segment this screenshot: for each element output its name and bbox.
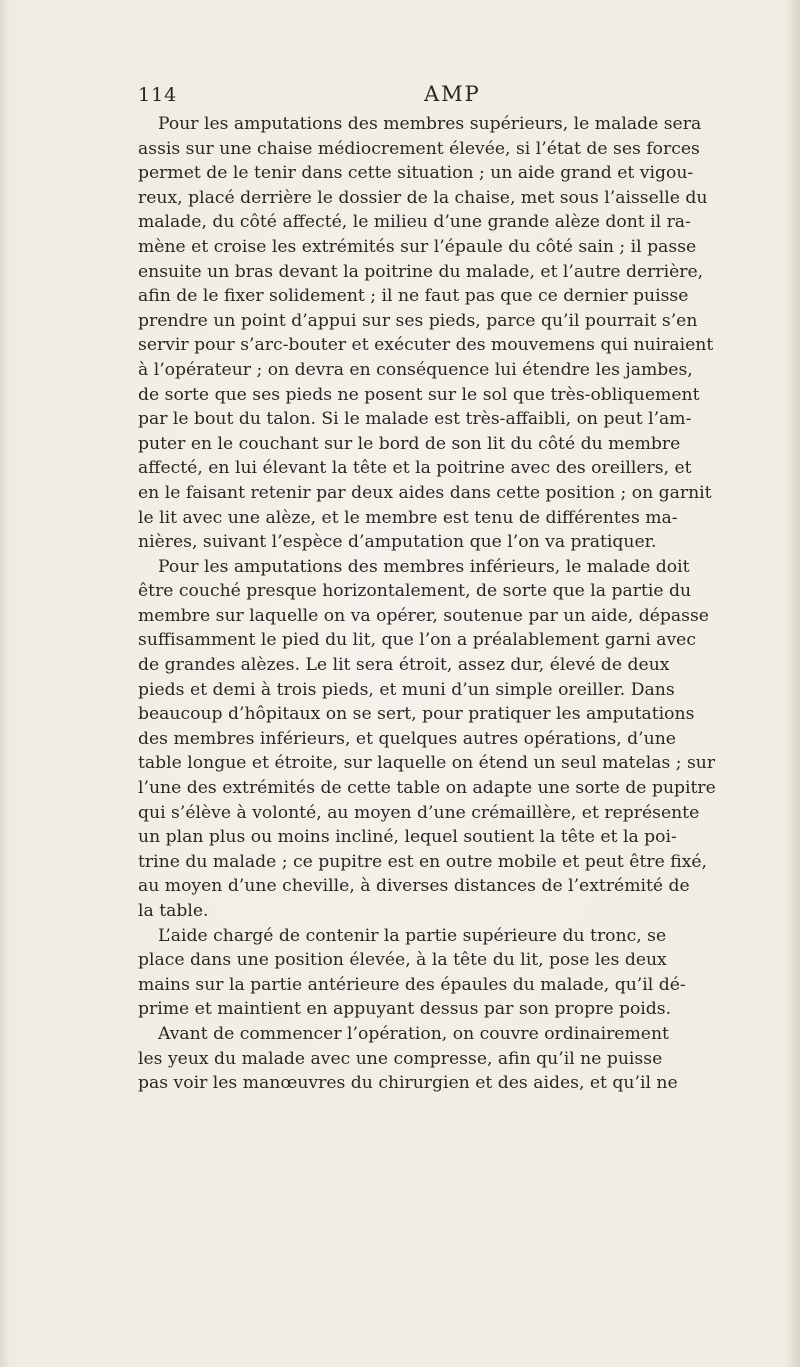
text-line: de sorte que ses pieds ne posent sur le sol que très-obliquement — [138, 384, 700, 405]
text-line: suffisamment le pied du lit, que l’on a préalablement garni avec — [138, 630, 696, 651]
text-line: Avant de commencer l’opération, on couvre ordinairement — [158, 1023, 669, 1044]
text-line: L’aide chargé de contenir la partie supérieure du tronc, se — [158, 925, 667, 946]
text-line: table longue et étroite, sur laquelle on étend un seul matelas ; sur — [138, 753, 716, 774]
text-line: mains sur la partie antérieure des épaules du malade, qu’il dé- — [138, 974, 686, 995]
text-line: à l’opérateur ; on devra en conséquence lui étendre les jambes, — [138, 359, 693, 380]
page-right-edge — [786, 0, 800, 1367]
text-line: Pour les amputations des membres supérieurs, le malade sera — [158, 114, 702, 134]
text-line: prendre un point d’appui sur ses pieds, parce qu’il pourrait s’en — [138, 310, 698, 331]
text-line: la table. — [138, 901, 209, 921]
text-line: prime et maintient en appuyant dessus par son propre poids. — [138, 999, 672, 1020]
text-line: permet de le tenir dans cette situation ; un aide grand et vigou- — [138, 163, 694, 184]
text-line: puter en le couchant sur le bord de son lit du côté du membre — [138, 433, 681, 454]
text-line: en le faisant retenir par deux aides dans cette position ; on garnit — [138, 482, 712, 503]
text-line: par le bout du talon. Si le malade est très-affaibli, on peut l’am- — [138, 409, 692, 430]
text-line: affecté, en lui élevant la tête et la poitrine avec des oreillers, et — [138, 458, 692, 479]
text-line: les yeux du malade avec une compresse, afin qu’il ne puisse — [138, 1048, 663, 1069]
text-line: être couché presque horizontalement, de sorte que la partie du — [138, 581, 692, 602]
text-line: l’une des extrémités de cette table on adapte une sorte de pupitre — [138, 778, 716, 799]
text-line: nières, suivant l’espèce d’amputation que l’on va pratiquer. — [138, 532, 657, 553]
text-line: ensuite un bras devant la poitrine du malade, et l’autre derrière, — [138, 261, 704, 282]
text-line: membre sur laquelle on va opérer, soutenue par un aide, dépasse — [138, 605, 709, 626]
page-number: 114 — [138, 84, 178, 106]
text-line: le lit avec une alèze, et le membre est tenu de différentes ma- — [138, 507, 678, 528]
text-line: pieds et demi à trois pieds, et muni d’un simple oreiller. Dans — [138, 679, 675, 700]
text-line: assis sur une chaise médiocrement élevée, si l’état de ses forces — [138, 138, 700, 159]
running-title: AMP — [424, 82, 481, 106]
text-line: Pour les amputations des membres inférieurs, le malade doit — [158, 556, 690, 577]
text-line: pas voir les manœuvres du chirurgien et des aides, et qu’il ne — [138, 1073, 678, 1094]
text-line: servir pour s’arc-bouter et exécuter des mouvemens qui nuiraient — [138, 335, 714, 356]
text-line: qui s’élève à volonté, au moyen d’une crémaillère, et représente — [138, 802, 700, 823]
text-line: reux, placé derrière le dossier de la chaise, met sous l’aisselle du — [138, 187, 708, 208]
text-line: au moyen d’une cheville, à diverses distances de l’extrémité de — [138, 876, 690, 897]
text-line: trine du malade ; ce pupitre est en outre mobile et peut être fixé, — [138, 851, 708, 872]
page-header — [138, 84, 658, 114]
body-text — [138, 112, 716, 1096]
text-line: malade, du côté affecté, le milieu d’une grande alèze dont il ra- — [138, 212, 691, 233]
text-line: de grandes alèzes. Le lit sera étroit, assez dur, élevé de deux — [138, 655, 670, 676]
text-line: mène et croise les extrémités sur l’épaule du côté sain ; il passe — [138, 236, 697, 257]
text-line: un plan plus ou moins incliné, lequel soutient la tête et la poi- — [138, 827, 677, 848]
text-line: des membres inférieurs, et quelques autres opérations, d’une — [138, 728, 676, 749]
text-line: beaucoup d’hôpitaux on se sert, pour pratiquer les amputations — [138, 704, 695, 725]
text-line: afin de le fixer solidement ; il ne faut pas que ce dernier puisse — [138, 286, 689, 307]
page-left-edge — [0, 0, 10, 1367]
text-line: place dans une position élevée, à la tête du lit, pose les deux — [138, 950, 667, 971]
